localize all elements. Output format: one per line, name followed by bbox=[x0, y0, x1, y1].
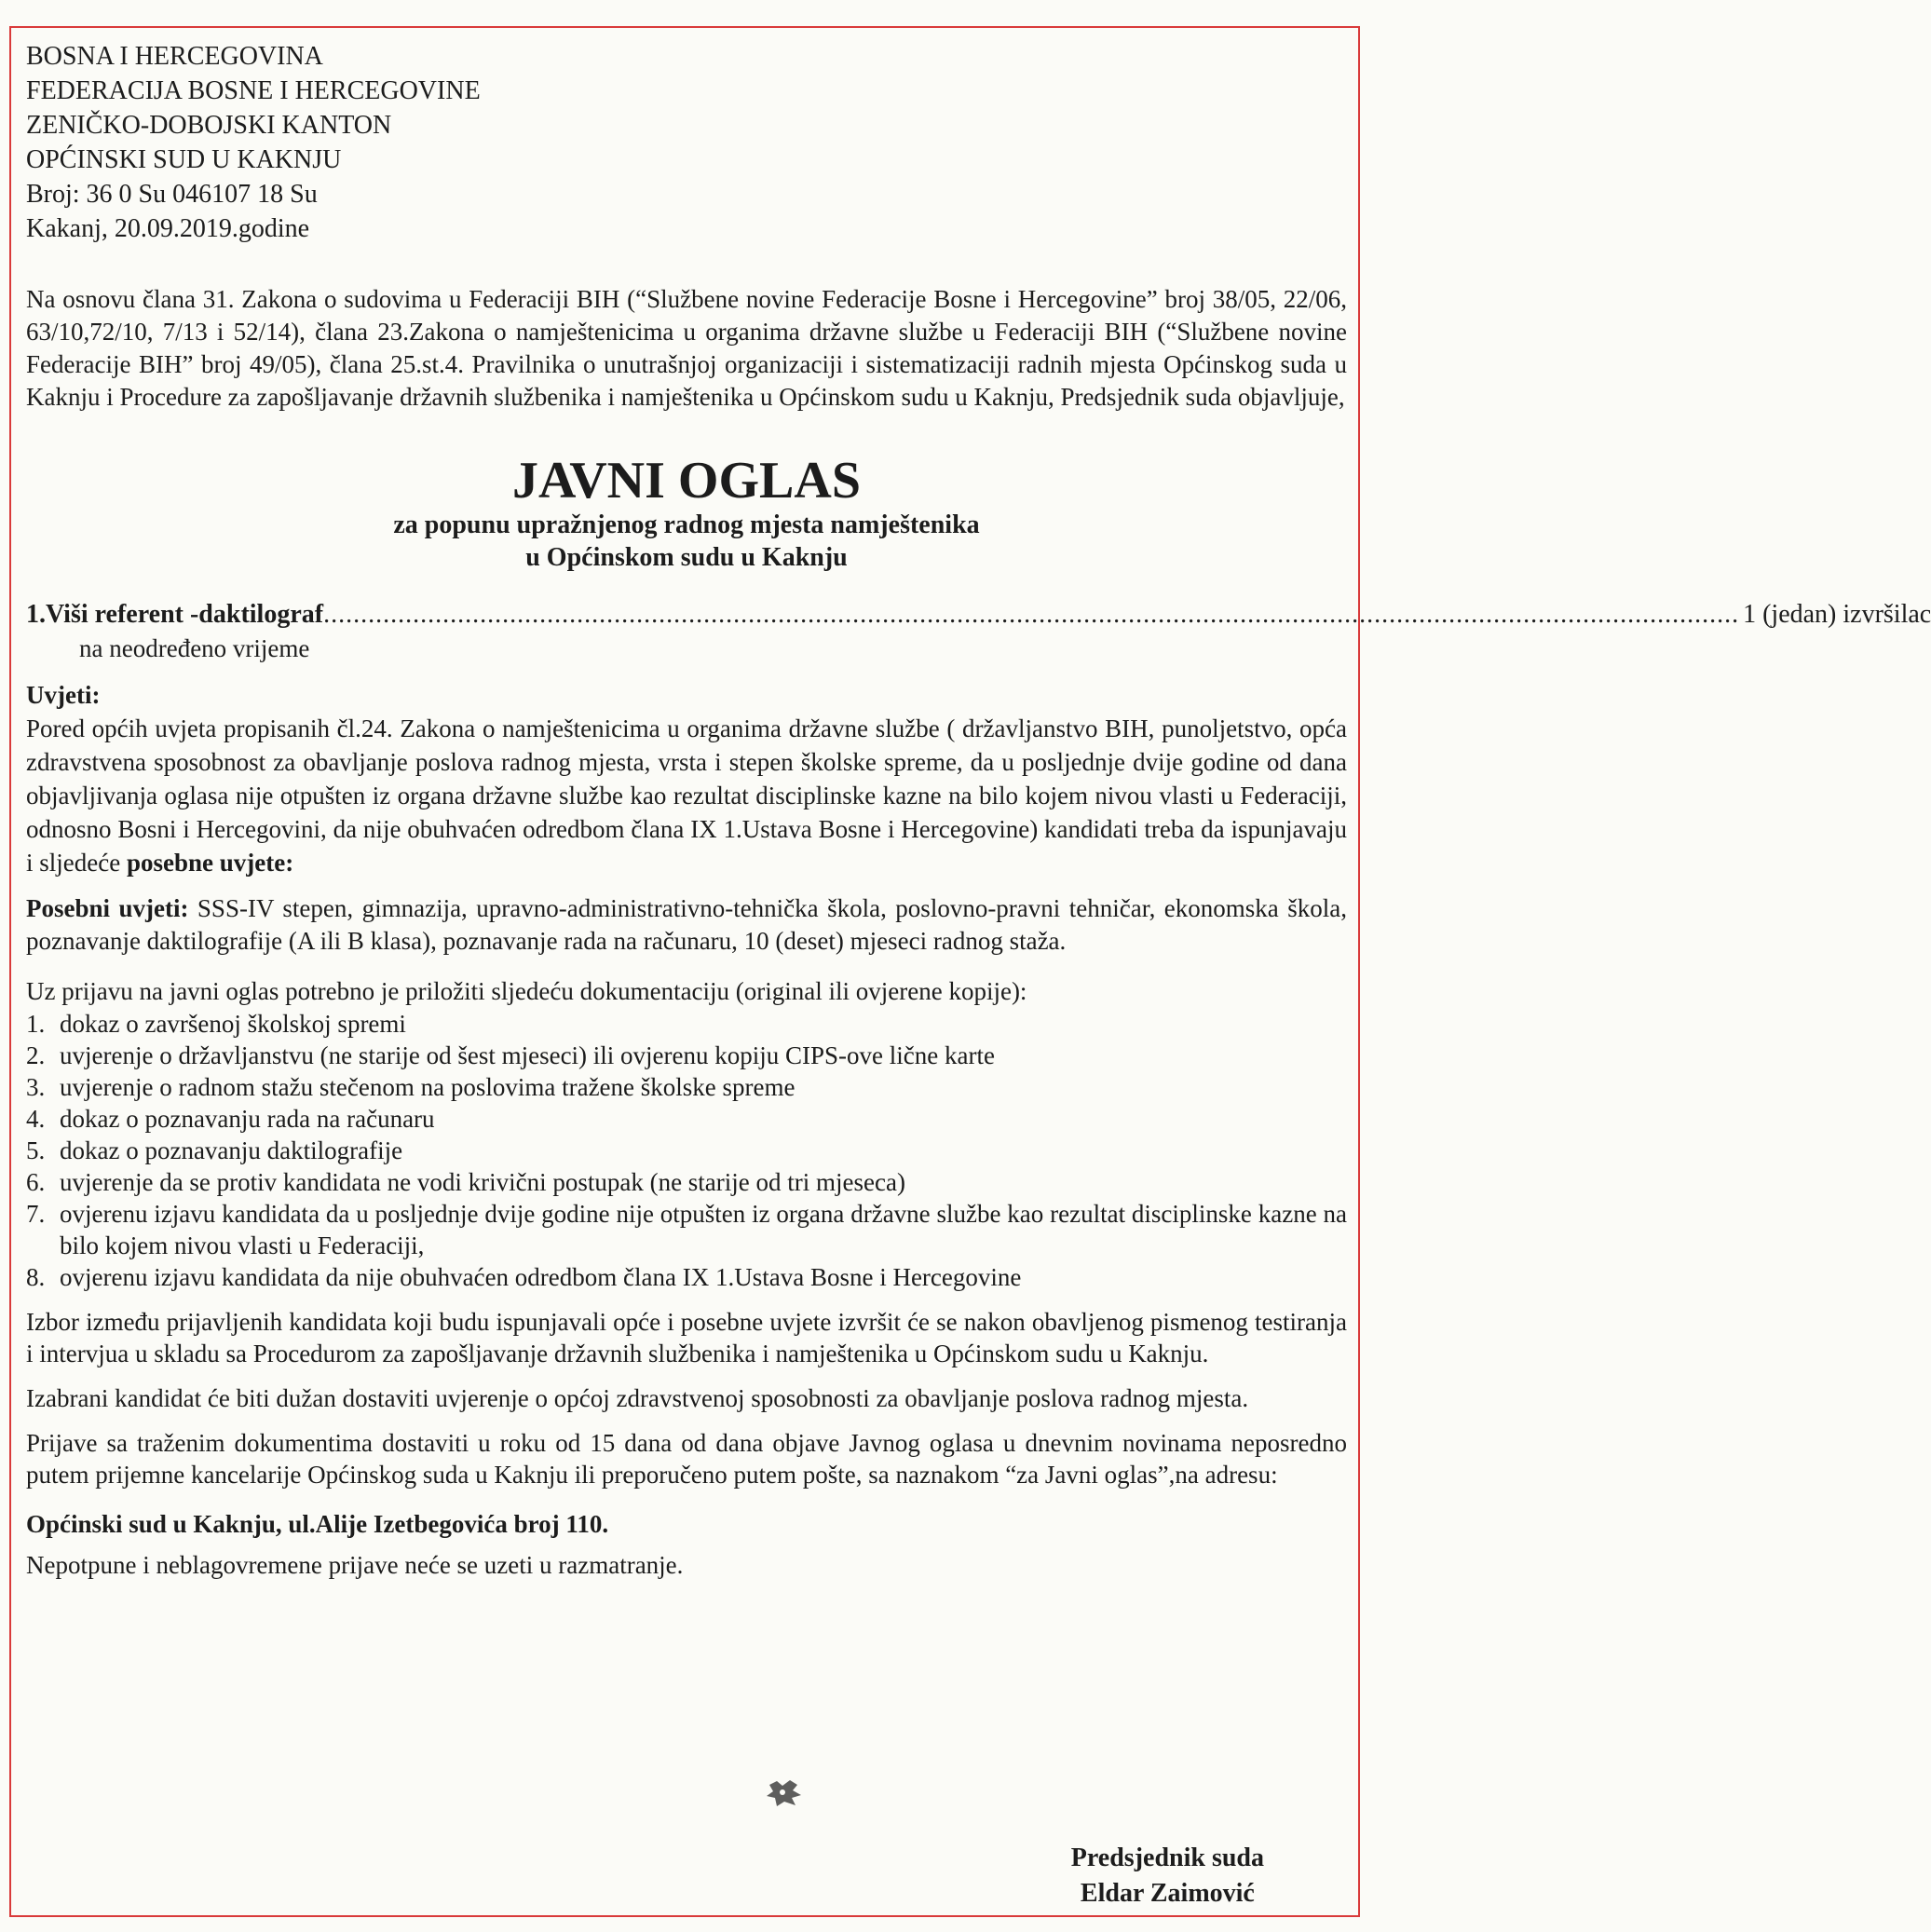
ink-smudge-icon bbox=[764, 1777, 805, 1809]
submission-paragraph: Prijave sa traženim dokumentima dostaviti u roku od 15 dana od dana objave Javnog oglasa u dnevnim novinama neposredno putem prijemne kancelarije Općinskog suda u Kaknju ili preporučeno putem pošte, sa naznakom “za Javni oglas”,na adresu: bbox=[26, 1429, 1347, 1489]
list-item-text: dokaz o poznavanju rada na računaru bbox=[60, 1105, 435, 1133]
list-item-number: 6. bbox=[26, 1168, 46, 1196]
position-quantity: 1 (jedan) izvršilac bbox=[1743, 600, 1931, 629]
special-conditions-label: Posebni uvjeti: bbox=[26, 894, 189, 922]
documents-list bbox=[26, 1008, 1347, 1293]
list-item bbox=[26, 1166, 1347, 1198]
header-country: BOSNA I HERCEGOVINA bbox=[26, 42, 323, 71]
list-item-number: 1. bbox=[26, 1010, 46, 1038]
list-item-number: 4. bbox=[26, 1105, 46, 1133]
conditions-paragraph bbox=[26, 712, 1347, 879]
list-item bbox=[26, 1103, 1347, 1135]
conditions-text: Pored općih uvjeta propisanih čl.24. Zakona o namještenicima u organima državne službe ( državljanstvo BIH, punoljetstvo, opća zdravstvena sposobnost za obavljanje poslova radnog mjesta, vrsta i stepen školske spreme, da u posljednje dvije godine od dana objavljivanja oglasa nije otpušten iz organa državne službe kao rezultat disciplinske kazne na bilo kojem nivou vlasti u Federaciji, odnosno Bosni i Hercegovini, da nije obuhvaćen odredbom člana IX 1.Ustava Bosne i Hercegovine) kandidati treba da ispunjavaju i sljedeće bbox=[26, 714, 1347, 877]
list-item-number: 7. bbox=[26, 1200, 46, 1228]
header-reference-number: Broj: 36 0 Su 046107 18 Su bbox=[26, 180, 318, 209]
special-conditions-text: SSS-IV stepen, gimnazija, upravno-administrativno-tehnička škola, poslovno-pravni tehničar, ekonomska škola, poznavanje daktilografije (A ili B klasa), poznavanje rada na računaru, 10 (deset) mjeseci radnog staža. bbox=[26, 894, 1347, 955]
list-item bbox=[26, 1135, 1347, 1166]
selection-paragraph: Izbor između prijavljenih kandidata koji budu ispunjavali opće i posebne uvjete izvršit će se nakon obavljenog pismenog testiranja i intervjua u skladu sa Procedurom za zapošljavanje državnih službenika i namještenika u Općinskom sudu u Kaknju. bbox=[26, 1308, 1347, 1367]
list-item-text: dokaz o poznavanju daktilografije bbox=[60, 1136, 403, 1164]
list-item-text: uvjerenje o radnom stažu stečenom na poslovima tražene školske spreme bbox=[60, 1073, 796, 1101]
list-item-text: uvjerenje o državljanstvu (ne starije od šest mjeseci) ili ovjerenu kopiju CIPS-ove lične karte bbox=[60, 1041, 995, 1069]
list-item-text: ovjerenu izjavu kandidata da nije obuhvaćen odredbom člana IX 1.Ustava Bosne i Hercegovine bbox=[60, 1263, 1022, 1291]
health-certificate-paragraph: Izabrani kandidat će biti dužan dostaviti uvjerenje o općoj zdravstvenoj sposobnosti za obavljanje poslova radnog mjesta. bbox=[26, 1384, 1249, 1412]
document-subtitle-line-1: za popunu upražnjenog radnog mjesta namještenika bbox=[393, 510, 980, 539]
documents-intro: Uz prijavu na javni oglas potrebno je priložiti sljedeću dokumentaciju (original ili ovjerene kopije): bbox=[26, 977, 1027, 1005]
signature-name: Eldar Zaimović bbox=[1080, 1879, 1255, 1908]
list-item-number: 3. bbox=[26, 1073, 46, 1101]
signature-role: Predsjednik suda bbox=[1070, 1844, 1264, 1872]
header-federation: FEDERACIJA BOSNE I HERCEGOVINE bbox=[26, 76, 481, 105]
signature-block bbox=[1071, 1841, 1264, 1912]
special-conditions-paragraph bbox=[26, 892, 1347, 958]
court-address: Općinski sud u Kaknju, ul.Alije Izetbegovića broj 110. bbox=[26, 1510, 609, 1538]
list-item bbox=[26, 1198, 1347, 1261]
list-item-number: 5. bbox=[26, 1136, 46, 1164]
list-item-text: ovjerenu izjavu kandidata da u posljednje dvije godine nije otpušten iz organa državne službe kao rezultat disciplinske kazne na bilo kojem nivou vlasti u Federaciji, bbox=[60, 1200, 1347, 1259]
list-item bbox=[26, 1008, 1347, 1040]
header-court: OPĆINSKI SUD U KAKNJU bbox=[26, 145, 342, 174]
list-item-number: 8. bbox=[26, 1263, 46, 1291]
position-term: na neodređeno vrijeme bbox=[79, 634, 310, 662]
position-row bbox=[26, 598, 1931, 632]
list-item bbox=[26, 1040, 1347, 1071]
list-item bbox=[26, 1071, 1347, 1103]
list-item bbox=[26, 1261, 1347, 1293]
header-canton: ZENIČKO-DOBOJSKI KANTON bbox=[26, 111, 392, 140]
position-number: 1. bbox=[26, 600, 46, 629]
conditions-special-emphasis: posebne uvjete: bbox=[126, 849, 294, 877]
list-item-text: uvjerenje da se protiv kandidata ne vodi krivični postupak (ne starije od tri mjeseca) bbox=[60, 1168, 905, 1196]
preamble-paragraph: Na osnovu člana 31. Zakona o sudovima u Federaciji BIH (“Službene novine Federacije Bosne i Hercegovine” broj 38/05, 22/06, 63/10,72/10, 7/13 i 52/14), člana 23.Zakona o namještenicima u organima državne službe u Federaciji BIH (“Službene novine Federacije BIH” broj 49/05), člana 25.st.4. Pravilnika o unutrašnjoj organizaciji i sistematizaciji radnih mjesta Općinskog suda u Kaknju i Procedure za zapošljavanje državnih službenika i namještenika u Općinskom sudu u Kaknju, Predsjednik suda objavljuje, bbox=[26, 285, 1347, 411]
position-leader-dots: .............................................................................................................................................................................................. bbox=[323, 600, 1740, 629]
closing-note: Nepotpune i neblagovremene prijave neće se uzeti u razmatranje. bbox=[26, 1551, 684, 1579]
list-item-text: dokaz o završenoj školskoj spremi bbox=[60, 1010, 406, 1038]
header-place-date: Kakanj, 20.09.2019.godine bbox=[26, 214, 310, 243]
position-name: Viši referent -daktilograf bbox=[46, 600, 324, 629]
list-item-number: 2. bbox=[26, 1041, 46, 1069]
document-page bbox=[26, 39, 1931, 1582]
header-block bbox=[26, 39, 1347, 246]
document-title: JAVNI OGLAS bbox=[512, 452, 861, 510]
conditions-heading: Uvjeti: bbox=[26, 681, 101, 709]
document-subtitle-line-2: u Općinskom sudu u Kaknju bbox=[525, 543, 848, 572]
